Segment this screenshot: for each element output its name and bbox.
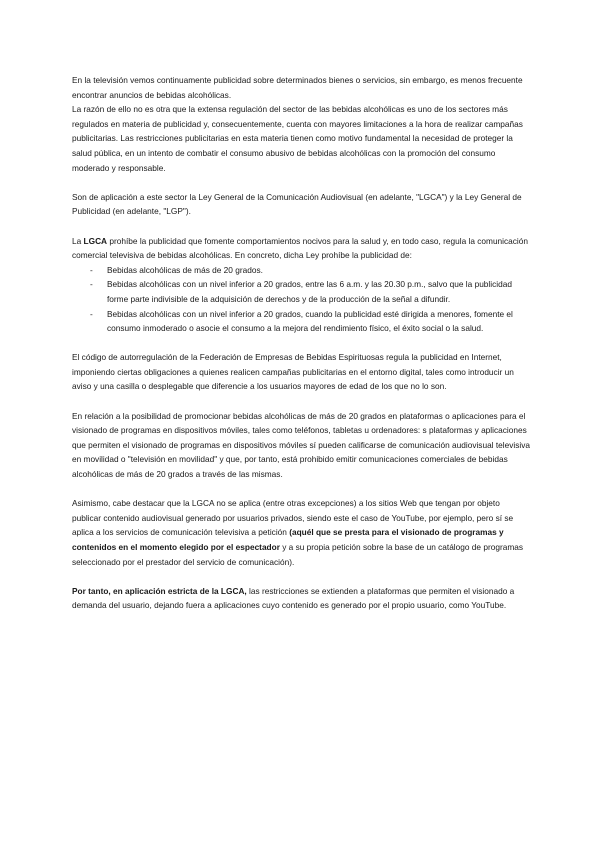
exceptions-text: Asimismo, cabe destacar que la LGCA no se aplica (entre otras excepciones) a los sitios Web que tengan por objeto publicar contenido audiovisual generado por usuarios privados, siendo este el caso de YouTube, por ejemplo, pero sí se aplica a los servicios de comunicación televisiva a petición xyxy=(72,498,514,538)
conclusion-text: las restricciones se extienden a plataformas que permiten el visionado a demanda del usuario, dejando fuera a aplicaciones cuyo contenido es generado por el propio usuario, como YouTube. xyxy=(72,585,515,611)
paragraph-intro: En la televisión vemos continuamente publicidad sobre determinados bienes o servicios, sin embargo, es menos frecuente encontrar anuncios de bebidas alcohólicas. xyxy=(72,75,523,100)
list-item-text: Bebidas alcohólicas con un nivel inferior a 20 grados, cuando la publicidad esté dirigida a menores, fomente el consumo inmoderado o asocie el consumo a la mejora del rendimiento físico, el éxito social o la salud. xyxy=(107,308,513,334)
paragraph-conclusion xyxy=(72,584,530,613)
list-item xyxy=(72,263,530,278)
paragraph-lgca xyxy=(72,234,530,263)
conclusion-bold: Por tanto, en aplicación estricta de la LGCA, xyxy=(72,585,247,596)
bullet-marker: - xyxy=(90,279,93,290)
bullet-marker: - xyxy=(90,264,93,275)
document-body xyxy=(72,73,530,613)
list-item xyxy=(72,277,530,306)
list-item-text: Bebidas alcohólicas de más de 20 grados. xyxy=(107,264,263,275)
paragraph-laws: Son de aplicación a este sector la Ley General de la Comunicación Audiovisual (en adelante, "LGCA") y la Ley General de Publicidad (en adelante, "LGP"). xyxy=(72,191,522,217)
list-item xyxy=(72,307,530,336)
exceptions-bold: (aquél que se presta para el visionado de programas y contenidos en el momento elegido por el espectador xyxy=(72,527,504,552)
paragraph-reason: La razón de ello no es otra que la extensa regulación del sector de las bebidas alcohólicas es uno de los sectores más regulados en materia de publicidad y, consecuentemente, cuenta con mayores limitaciones a la hora de realizar campañas publicitarias. Las restricciones publicitarias en esta materia tienen como motivo fundamental la necesidad de proteger la salud pública, en un intento de combatir el consumo abusivo de bebidas alcohólicas con la promoción del consumo moderado y responsable. xyxy=(72,104,523,173)
lgca-bold: LGCA xyxy=(83,235,108,246)
lgca-prefix: La xyxy=(72,235,84,246)
list-item-text: Bebidas alcohólicas con un nivel inferior a 20 grados, entre las 6 a.m. y las 20.30 p.m., salvo que la publicidad forme parte indivisible de la adquisición de derechos y de la producción de la señal a difundir. xyxy=(107,279,512,304)
paragraph-self-regulation: El código de autorregulación de la Federación de Empresas de Bebidas Espirituosas regula la publicidad en Internet, imponiendo ciertas obligaciones a quienes realicen campañas publicitarias en el entorno digital, tales como introducir un aviso y una casilla o desplegable que diferencie a los usuarios mayores de edad de los que no lo son. xyxy=(72,352,514,392)
exceptions-tail: y a su propia petición sobre la base de un catálogo de programas seleccionado por el prestador del servicio de comunicación). xyxy=(72,542,523,567)
lgca-text: prohíbe la publicidad que fomente comportamientos nocivos para la salud y, en todo caso, regula la comunicación comercial televisiva de bebidas alcohólicas. En concreto, dicha Ley prohíbe la publicidad de: xyxy=(72,235,528,261)
bullet-marker: - xyxy=(90,308,93,319)
paragraph-exceptions xyxy=(72,496,530,569)
prohibition-list xyxy=(72,263,530,336)
paragraph-mobile: En relación a la posibilidad de promocionar bebidas alcohólicas de más de 20 grados en plataformas o aplicaciones para el visionado de programas en dispositivos móviles, tales como teléfonos, tabletas u ordenadores: s plataformas y aplicaciones que permiten el visionado de programas en dispositivos móviles sí pueden calificarse de comunicación audiovisual televisiva en movilidad o "televisión en movilidad" y que, por tanto, está prohibido emitir comunicaciones comerciales de bebidas alcohólicas de más de 20 grados a través de las mismas. xyxy=(72,410,530,480)
